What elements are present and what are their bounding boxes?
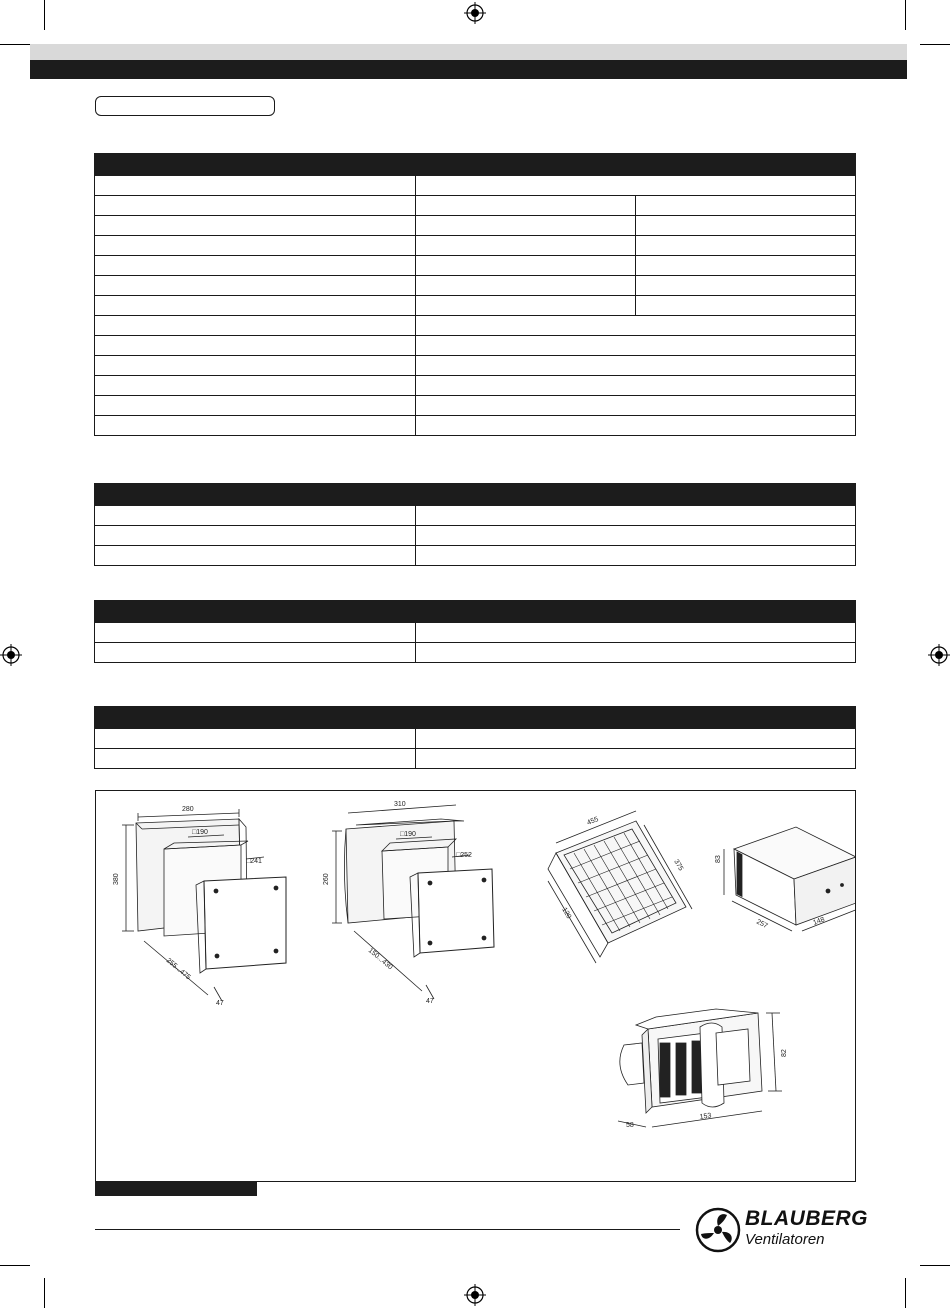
table-row — [95, 276, 856, 296]
dim-label: 83 — [715, 855, 722, 863]
header-bar-dark — [30, 60, 907, 79]
crop-mark — [44, 1278, 45, 1308]
table-row — [95, 256, 856, 276]
table-row — [95, 396, 856, 416]
table-row — [95, 196, 856, 216]
dim-label: 280 — [182, 806, 194, 813]
dim-label: 455 — [586, 815, 600, 827]
crop-mark — [920, 44, 950, 45]
table-row — [95, 643, 856, 663]
dim-label: 380 — [113, 873, 120, 885]
dim-label: 260 — [323, 873, 330, 885]
table-row — [95, 216, 856, 236]
dim-label: 257 — [755, 918, 769, 931]
crop-mark — [920, 1265, 950, 1266]
table-header-row — [95, 707, 856, 729]
table-row — [95, 546, 856, 566]
registration-mark-icon — [464, 2, 486, 24]
crop-mark — [0, 44, 30, 45]
section-tab — [95, 96, 275, 116]
crop-mark — [905, 1278, 906, 1308]
drawing-grille — [548, 811, 692, 963]
dimensions-drawings — [96, 791, 855, 1181]
table-row — [95, 176, 856, 196]
drawing-box — [724, 827, 855, 931]
table-row — [95, 526, 856, 546]
dim-label: 150...430 — [366, 947, 394, 972]
table-row — [95, 296, 856, 316]
dim-label: 82 — [781, 1049, 788, 1057]
table-row — [95, 376, 856, 396]
registration-mark-icon — [0, 644, 22, 666]
registration-mark-icon — [928, 644, 950, 666]
table-row — [95, 506, 856, 526]
crop-mark — [0, 1265, 30, 1266]
dim-label: 255...475 — [164, 957, 192, 982]
brand-logo — [695, 1205, 868, 1255]
registration-mark-icon — [464, 1284, 486, 1306]
header-bar-light — [30, 44, 907, 60]
dim-label: 58 — [626, 1122, 634, 1129]
spec-table-3 — [94, 600, 856, 663]
table-header-row — [95, 484, 856, 506]
dim-label: 153 — [699, 1112, 712, 1121]
drawing-unit-1 — [122, 809, 286, 1001]
dim-label: □190 — [192, 829, 208, 836]
footer-rule — [95, 1229, 680, 1230]
table-header-row — [95, 154, 856, 176]
dim-label: 47 — [216, 1000, 224, 1007]
dim-label: 148 — [812, 916, 826, 927]
dim-label: 47 — [426, 998, 434, 1005]
table-row — [95, 236, 856, 256]
dim-label: □190 — [400, 831, 416, 838]
logo-brand-text: BLAUBERG — [745, 1207, 868, 1230]
drawing-control-panel — [618, 1009, 782, 1127]
table-row — [95, 623, 856, 643]
table-row — [95, 316, 856, 336]
dim-label: 120 — [560, 906, 573, 921]
spec-table-4 — [94, 706, 856, 769]
dimensions-drawing-frame — [95, 790, 856, 1182]
spec-table-main — [94, 153, 856, 436]
table-row — [95, 416, 856, 436]
dim-label: 375 — [672, 858, 685, 873]
table-header-cell — [95, 154, 416, 176]
table-header-cell — [416, 154, 856, 176]
crop-mark — [44, 0, 45, 30]
table-row — [95, 356, 856, 376]
table-row — [95, 336, 856, 356]
drawing-caption — [95, 1181, 257, 1196]
table-header-row — [95, 601, 856, 623]
logo-sub-text: Ventilatoren — [745, 1231, 825, 1248]
table-row — [95, 729, 856, 749]
crop-mark — [905, 0, 906, 30]
fan-logo-icon — [695, 1207, 741, 1253]
dim-label: □252 — [456, 852, 472, 859]
table-row — [95, 749, 856, 769]
dim-label: □241 — [246, 858, 262, 865]
dim-label: 310 — [394, 801, 406, 808]
spec-table-2 — [94, 483, 856, 566]
